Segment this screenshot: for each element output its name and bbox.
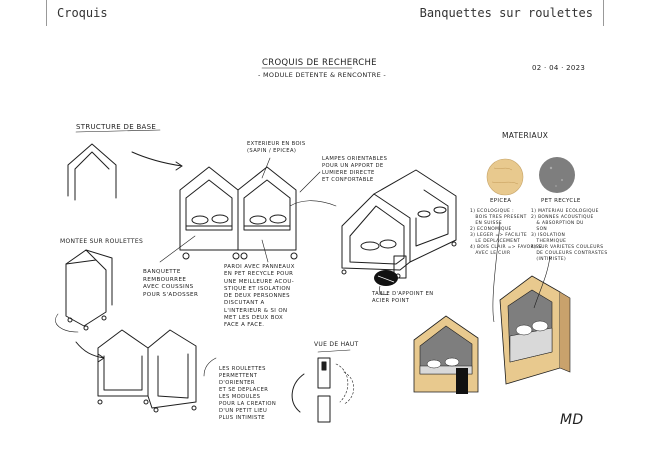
- label-structure: STRUCTURE DE BASE: [76, 123, 157, 131]
- perspective-modules-sketch: [342, 170, 456, 278]
- note-banquette: BANQUETTE REMBOURREE AVEC COUSSINS POUR S'ADOSSER: [143, 269, 199, 298]
- sheet-subtitle: - MODULE DETENTE & RENCONTRE -: [258, 71, 387, 79]
- label-vue-haut: VUE DE HAUT: [314, 341, 359, 348]
- colored-render-right: [500, 276, 570, 384]
- note-paroi: PAROI AVEC PANNEAUX EN PET RECYCLE POUR UNE MEILLEURE ACOU- STIQUE ET ISOLATION DE DEUX PERSONNES DISCUTANT A L'INTERIEUR & SI ON MET LES DEUX BOX FACE A FACE.: [224, 264, 295, 329]
- note-roulettes: LES ROULETTES PERMETTENT D'ORIENTER ET SE DEPLACER LES MODULES POUR LA CREATION D'UN PETIT LIEU PLUS INTIMISTE: [219, 366, 277, 422]
- sheet-title: CROQUIS DE RECHERCHE: [262, 58, 377, 68]
- label-epicea: EPICEA: [490, 198, 512, 204]
- note-pet-list: 1) MATERIAU ECOLOGIQUE 2) BONNES ACOUSTIQUE & ABSORPTION DU SON 3) ISOLATION THERMIQUE 4) SUR VARIETES COULEURS DE COULEURS CONTRASTES (INTIMISTE): [531, 209, 608, 262]
- pet-swatch: [539, 157, 575, 193]
- label-materiaux: MATERIAUX: [502, 131, 549, 140]
- note-exterieur: EXTERIEUR EN BOIS (SAPIN / EPICEA): [247, 141, 306, 155]
- table-stool-sketch: [374, 270, 398, 295]
- header-right-title: Banquettes sur roulettes: [419, 6, 593, 20]
- two-module-sketch: [180, 167, 297, 259]
- note-table: TABLE D'APPOINT EN ACIER POINT: [372, 291, 434, 305]
- sheet-date: 02 · 04 · 2023: [532, 64, 586, 72]
- note-lampes: LAMPES ORIENTABLES POUR UN APPORT DE LUMIERE DIRECTE ET CONFORTABLE: [322, 156, 388, 184]
- colored-render-center: [414, 316, 478, 394]
- modules-face-to-face-sketch: [98, 330, 196, 412]
- label-roulettes: MONTEE SUR ROULETTES: [60, 238, 144, 245]
- signature: MD: [560, 412, 584, 428]
- header-left-title: Croquis: [57, 6, 108, 20]
- epicea-swatch: [487, 159, 523, 195]
- label-pet: PET RECYCLE: [541, 198, 581, 204]
- note-epicea-list: 1) ECOLOGIQUE : BOIS TRES PRESENT EN SUISSE 2) ECONOMIQUE 3) LEGER => FACILITE LE DEPLACEMENT 4) BOIS CLAIR => FAVORISE AVEC LE CUIR: [470, 209, 543, 256]
- top-view-sketch: [292, 350, 354, 422]
- roulette-module-sketch: [55, 250, 112, 332]
